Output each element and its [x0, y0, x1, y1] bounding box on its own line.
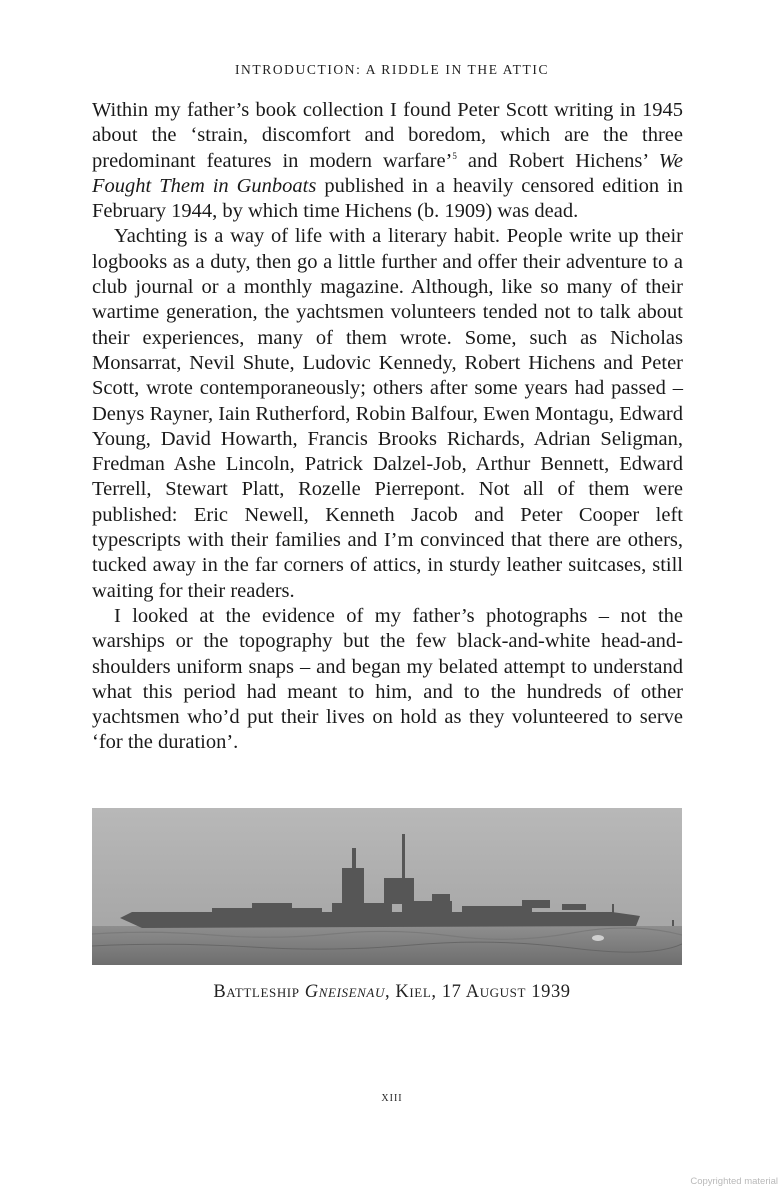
page-number: xiii	[381, 1090, 403, 1105]
paragraph-1-text-a: Within my father’s book collection I found Peter Scott writing in 1945 about the ‘strain, discomfort and boredom, which are the three predominant features in modern warfare’	[92, 99, 683, 172]
book-title: We Fought Them in Gunboats	[92, 149, 683, 197]
battleship-photo-image	[92, 808, 682, 965]
footnote-marker: 5	[452, 150, 457, 161]
photo-caption	[0, 982, 784, 1003]
caption-prefix: Battleship	[213, 982, 305, 1002]
paragraph-3: I looked at the evidence of my father’s photographs – not the warships or the topography but the few black-and-white head-and-shoulders uniform snaps – and began my belated attempt to understand what this period had meant to him, and to the hundreds of other yachtsmen who’d put their lives on hold as they volunteered to serve ‘for the duration’.	[92, 604, 683, 754]
caption-ship-name: Gneisenau	[304, 982, 385, 1002]
caption-suffix: , Kiel, 17 August 1939	[384, 982, 571, 1002]
paragraph-1-text-b: and Robert Hichens’	[456, 149, 659, 172]
body-text	[92, 98, 683, 756]
paragraph-2: Yachting is a way of life with a literary habit. People write up their logbooks as a duty, then go a little further and offer their adventure to a club journal or a monthly magazine. Although, like so many of their wartime generation, the yachtsmen volunteers tended not to talk about their experiences, many of them wrote. Some, such as Nicholas Monsarrat, Nevil Shute, Ludovic Kennedy, Robert Hichens and Peter Scott, wrote contemporaneously; others after some years had passed – Denys Rayner, Iain Rutherford, Robin Balfour, Ewen Montagu, Edward Young, David Howarth, Francis Brooks Richards, Adrian Seligman, Fredman Ashe Lincoln, Patrick Dalzel-Job, Arthur Bennett, Edward Terrell, Stewart Platt, Rozelle Pierrepont. Not all of them were published: Eric Newell, Kenneth Jacob and Peter Cooper left typescripts with their families and I’m convinced that there are others, tucked away in the far corners of attics, in sturdy leather suitcases, still waiting for their readers.	[92, 225, 683, 602]
battleship-photo	[92, 808, 682, 965]
paragraph-1	[92, 98, 683, 224]
paragraph-1-text-c: published in a heavily censored edition in February 1944, by which time Hichens (b. 1909) was dead.	[92, 174, 683, 223]
copyright-watermark: Copyrighted material	[690, 1176, 778, 1187]
running-head: INTRODUCTION: A RIDDLE IN THE ATTIC	[234, 62, 550, 77]
